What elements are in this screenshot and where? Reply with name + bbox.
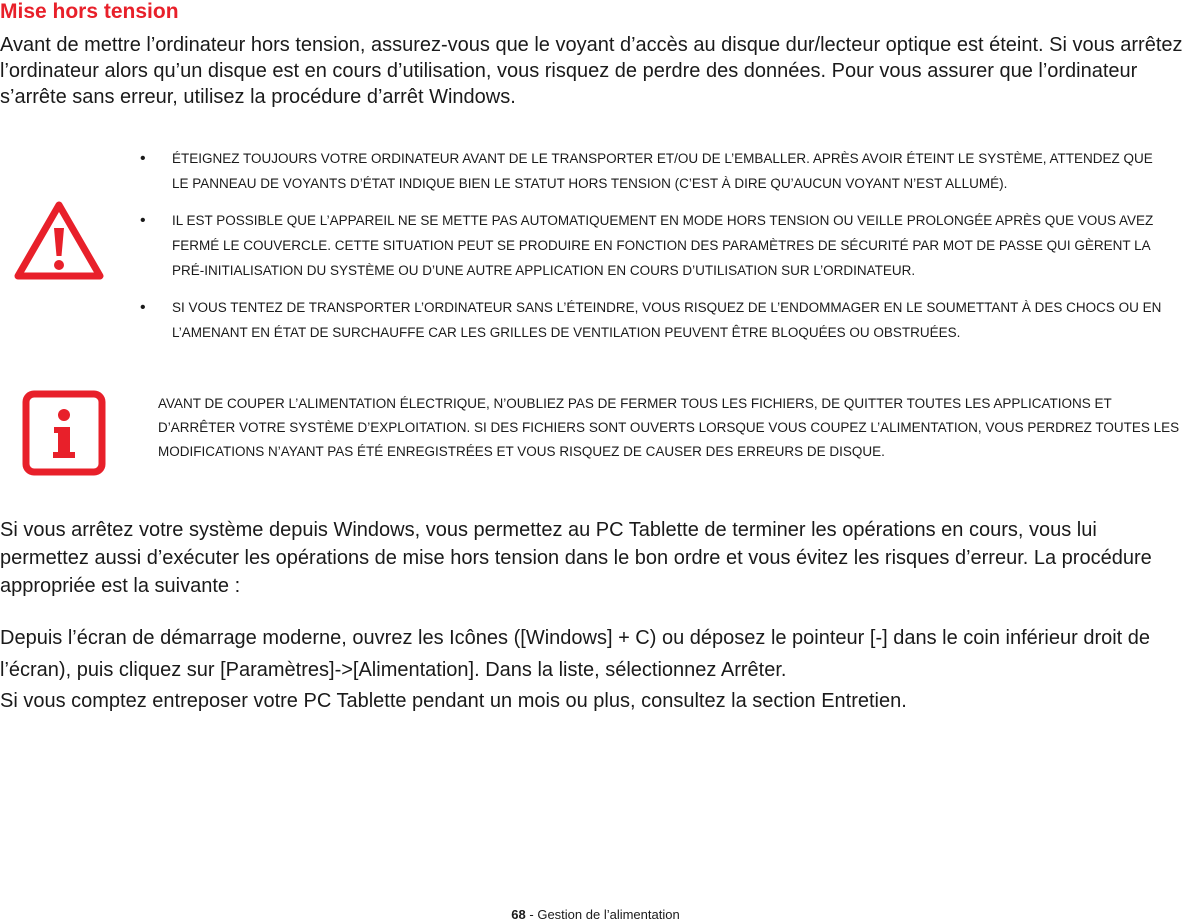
page-number: 68: [511, 907, 526, 922]
section-heading: Mise hors tension: [0, 0, 179, 23]
body-paragraph: Depuis l’écran de démarrage moderne, ouvrez les Icônes ([Windows] + C) ou déposez le pointeur [-] dans le coin inférieur droit de l’écran), puis cliquez sur [Paramètres]->[Alimentation]. Dans la liste, sélectionnez Arrêter.: [0, 627, 1151, 681]
chapter-title: Gestion de l’alimentation: [537, 907, 680, 922]
bullet: •: [140, 150, 146, 167]
page-footer: [0, 906, 1191, 924]
warning-item-text: ÉTEIGNEZ TOUJOURS VOTRE ORDINATEUR AVANT DE LE TRANSPORTER ET/OU DE L’EMBALLER. APRÈS AVOIR ÉTEINT LE SYSTÈME, ATTENDEZ QUE LE PANNEAU DE VOYANTS D’ÉTAT INDIQUE BIEN LE STATUT HORS TENSION (C’EST À DIRE QU’AUCUN VOYANT N’EST ALLUMÉ).: [172, 151, 1153, 191]
warning-item-text: SI VOUS TENTEZ DE TRANSPORTER L’ORDINATEUR SANS L’ÉTEINDRE, VOUS RISQUEZ DE L’ENDOMMAGER EN LE SOUMETTANT À DES CHOCS OU EN L’AMENANT EN ÉTAT DE SURCHAUFFE CAR LES GRILLES DE VENTILATION PEUVENT ÊTRE BLOQUÉES OU OBSTRUÉES.: [172, 300, 1162, 340]
warning-item: [140, 208, 1170, 283]
body-paragraph: Si vous comptez entreposer votre PC Tablette pendant un mois ou plus, consultez la section Entretien.: [0, 690, 907, 712]
footer-separator: -: [525, 907, 538, 922]
warning-triangle-icon: [14, 200, 104, 282]
warning-item: [140, 146, 1170, 196]
warning-item: [140, 295, 1170, 345]
warning-item-text: IL EST POSSIBLE QUE L’APPAREIL NE SE METTE PAS AUTOMATIQUEMENT EN MODE HORS TENSION OU VEILLE PROLONGÉE APRÈS QUE VOUS AVEZ FERMÉ LE COUVERCLE. CETTE SITUATION PEUT SE PRODUIRE EN FONCTION DES PARAMÈTRES DE SÉCURITÉ PAR MOT DE PASSE QUI GÈRENT LA PRÉ-INITIALISATION DU SYSTÈME OU D’UNE AUTRE APPLICATION EN COURS D’UTILISATION SUR L’ORDINATEUR.: [172, 213, 1154, 278]
body-paragraph: Si vous arrêtez votre système depuis Windows, vous permettez au PC Tablette de terminer les opérations en cours, vous lui permettez aussi d’exécuter les opérations de mise hors tension dans le bon ordre et vous évitez les risques d’erreur. La procédure appropriée est la suivante :: [0, 519, 1152, 597]
info-note: AVANT DE COUPER L’ALIMENTATION ÉLECTRIQUE, N’OUBLIEZ PAS DE FERMER TOUS LES FICHIERS, DE QUITTER TOUTES LES APPLICATIONS ET D’ARRÊTER VOTRE SYSTÈME D’EXPLOITATION. SI DES FICHIERS SONT OUVERTS LORSQUE VOUS COUPEZ L’ALIMENTATION, VOUS PERDREZ TOUTES LES MODIFICATIONS N’AYANT PAS ÉTÉ ENREGISTRÉES ET VOUS RISQUEZ DE CAUSER DES ERREURS DE DISQUE.: [158, 396, 1180, 459]
bullet: •: [140, 299, 146, 316]
warning-list: [140, 146, 1170, 357]
bullet: •: [140, 212, 146, 229]
intro-paragraph: Avant de mettre l’ordinateur hors tension, assurez-vous que le voyant d’accès au disque dur/lecteur optique est éteint. Si vous arrêtez l’ordinateur alors qu’un disque est en cours d’utilisation, vous risquez de perdre des données. Pour vous assurer que l’ordinateur s’arrête sans erreur, utilisez la procédure d’arrêt Windows.: [0, 34, 1183, 108]
info-icon: [22, 390, 106, 476]
